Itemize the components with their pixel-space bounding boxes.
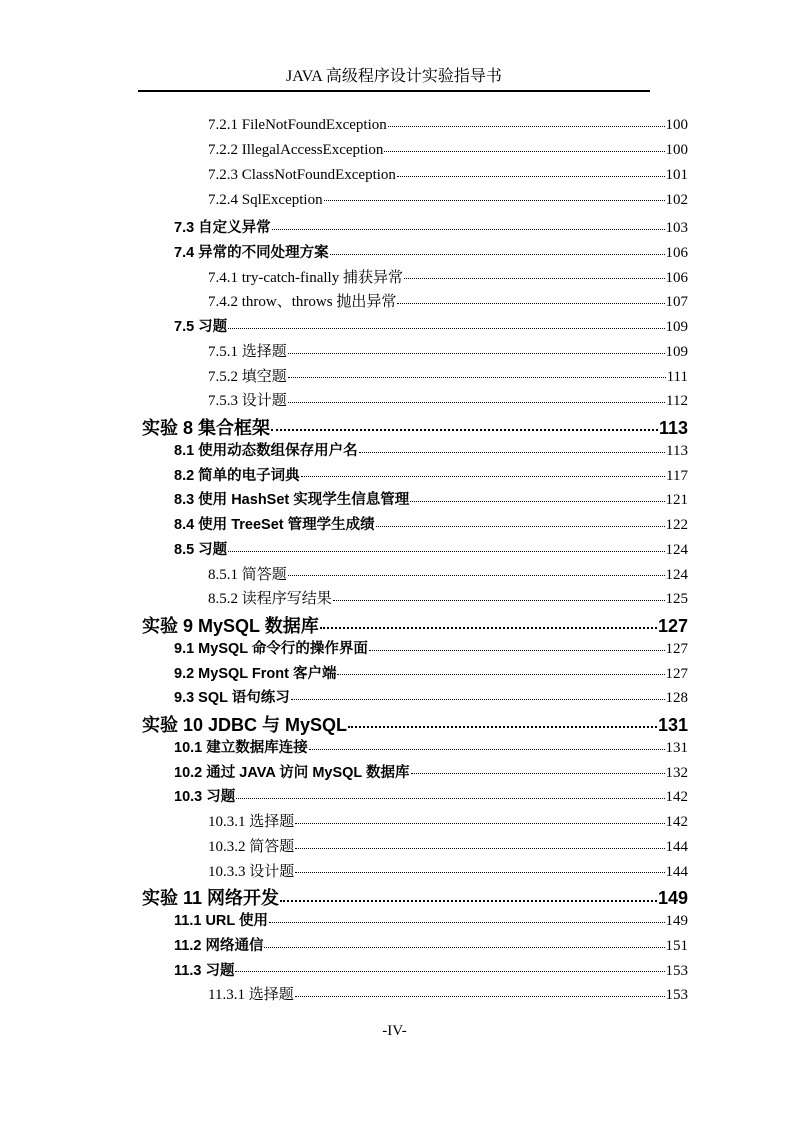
dot-leader <box>397 164 665 176</box>
toc-entry[interactable] <box>174 216 688 237</box>
toc-entry[interactable] <box>174 464 688 485</box>
toc-entry-label: 10.1 建立数据库连接 <box>174 739 308 756</box>
toc-entry-page: 101 <box>665 166 688 183</box>
toc-entry-page: 122 <box>665 517 688 533</box>
toc-entry[interactable] <box>174 513 688 534</box>
toc-entry-page: 153 <box>665 987 688 1004</box>
toc-entry-page: 121 <box>665 492 688 509</box>
toc-entry[interactable] <box>208 365 688 386</box>
toc-entry-page: 117 <box>666 467 688 484</box>
toc-entry[interactable] <box>174 488 688 509</box>
toc-entry[interactable] <box>208 142 688 159</box>
toc-entry[interactable] <box>208 167 688 184</box>
dot-leader <box>280 886 657 902</box>
toc-entry-label: 11.2 网络通信 <box>174 937 264 954</box>
toc-entry-label: 11.3 习题 <box>174 962 235 979</box>
toc-entry-page: 127 <box>665 640 688 657</box>
toc-entry-label: 8.4 使用 TreeSet 管理学生成绩 <box>174 517 375 533</box>
dot-leader <box>411 762 665 774</box>
toc-entry-page: 100 <box>665 142 688 158</box>
dot-leader <box>288 366 666 378</box>
toc-entry[interactable] <box>174 662 688 683</box>
toc-entry[interactable] <box>208 290 688 311</box>
toc-entry[interactable] <box>208 835 688 856</box>
toc-entry[interactable] <box>208 563 688 584</box>
dot-leader <box>330 243 665 255</box>
toc-entry[interactable] <box>174 439 688 460</box>
toc-entry-label: 7.4 异常的不同处理方案 <box>174 244 329 261</box>
toc-entry-label: 9.3 SQL 语句练习 <box>174 690 290 707</box>
toc-entry-label: 8.5.2 读程序写结果 <box>208 591 332 608</box>
toc-entry-page: 111 <box>666 368 688 385</box>
toc-entry-label: 实验 8 集合框架 <box>142 418 271 438</box>
dot-leader <box>264 936 664 948</box>
toc-entry-label: 11.1 URL 使用 <box>174 913 269 929</box>
dot-leader <box>295 985 665 997</box>
toc-entry-page: 113 <box>658 418 688 438</box>
toc-entry-label: 9.1 MySQL 命令行的操作界面 <box>174 640 368 657</box>
dot-leader <box>301 465 665 477</box>
toc-entry-page: 142 <box>665 789 688 806</box>
toc-entry[interactable] <box>142 884 688 910</box>
toc-entry-page: 131 <box>665 739 688 756</box>
toc-entry-page: 132 <box>665 764 688 781</box>
page-number: -IV- <box>382 1023 407 1039</box>
toc-entry-label: 10.2 通过 JAVA 访问 MySQL 数据库 <box>174 764 410 781</box>
dot-leader <box>324 189 665 201</box>
dot-leader <box>320 614 657 630</box>
toc-entry[interactable] <box>174 959 688 980</box>
toc-entry-label: 8.5.1 简答题 <box>208 566 287 583</box>
dot-leader <box>359 441 665 453</box>
toc-entry-label: 7.5.2 填空题 <box>208 368 287 385</box>
toc-entry[interactable] <box>174 686 688 707</box>
toc-entry[interactable] <box>208 587 688 608</box>
dot-leader <box>295 861 664 873</box>
toc-entry[interactable] <box>174 934 688 955</box>
toc-entry-page: 149 <box>665 913 688 929</box>
toc-entry[interactable] <box>142 414 688 440</box>
toc-entry[interactable] <box>174 785 688 806</box>
toc-entry-page: 128 <box>665 690 688 707</box>
toc-entry[interactable] <box>208 860 688 881</box>
toc-entry-page: 103 <box>665 220 688 236</box>
toc-entry[interactable] <box>208 117 688 134</box>
dot-leader <box>309 738 665 750</box>
toc-entry-label: 7.3 自定义异常 <box>174 220 271 236</box>
toc-entry[interactable] <box>208 389 688 410</box>
toc-entry-label: 7.2.2 IllegalAccessException <box>208 142 384 158</box>
toc-entry-label: 实验 10 JDBC 与 MySQL <box>142 715 348 735</box>
toc-entry-page: 106 <box>665 269 688 286</box>
toc-entry-label: 8.2 简单的电子词典 <box>174 467 300 484</box>
toc-entry-page: 142 <box>665 814 688 830</box>
toc-entry-label: 8.5 习题 <box>174 541 228 558</box>
toc-entry-page: 124 <box>665 566 688 583</box>
toc-entry-label: 10.3.1 选择题 <box>208 814 295 830</box>
dot-leader <box>291 688 665 700</box>
toc-entry[interactable] <box>174 241 688 262</box>
toc-entry[interactable] <box>174 637 688 658</box>
toc-entry-label: 7.2.3 ClassNotFoundException <box>208 166 396 183</box>
toc-entry-page: 131 <box>657 715 688 735</box>
toc-entry-page: 106 <box>665 244 688 261</box>
toc-entry[interactable] <box>208 340 688 361</box>
dot-leader <box>348 713 657 729</box>
dot-leader <box>272 218 665 230</box>
toc-entry-page: 109 <box>665 343 688 360</box>
toc-entry-page: 100 <box>665 117 688 134</box>
dot-leader <box>236 787 664 799</box>
toc-entry-label: 9.2 MySQL Front 客户端 <box>174 665 337 682</box>
toc-entry-page: 102 <box>665 191 688 208</box>
toc-entry-label: 7.5.1 选择题 <box>208 343 287 360</box>
toc-entry-label: 11.3.1 选择题 <box>208 987 294 1004</box>
dot-leader <box>295 836 664 848</box>
toc-entry-page: 153 <box>665 962 688 979</box>
dot-leader <box>333 589 665 601</box>
toc-entry-page: 107 <box>665 294 688 311</box>
toc-entry-label: 7.4.2 throw、throws 抛出异常 <box>208 294 397 311</box>
toc-entry-page: 127 <box>657 616 688 636</box>
dot-leader <box>271 416 658 432</box>
toc-entry-label: 7.4.1 try-catch-finally 捕获异常 <box>208 269 403 286</box>
dot-leader <box>269 911 664 923</box>
dot-leader <box>384 140 664 152</box>
toc-entry-label: 7.2.4 SqlException <box>208 191 323 208</box>
toc-entry-label: 7.5 习题 <box>174 319 228 335</box>
toc-entry-page: 112 <box>666 393 688 410</box>
dot-leader <box>397 292 664 304</box>
toc-entry-page: 124 <box>665 541 688 558</box>
toc-entry-label: 7.2.1 FileNotFoundException <box>208 117 387 134</box>
dot-leader <box>288 391 665 403</box>
running-header: JAVA 高级程序设计实验指导书 <box>286 68 502 85</box>
toc-entry[interactable] <box>208 191 688 208</box>
toc-entry-page: 109 <box>665 319 688 335</box>
dot-leader <box>288 341 665 353</box>
toc-entry-page: 151 <box>665 937 688 954</box>
dot-leader <box>295 812 664 824</box>
toc-entry-label: 实验 9 MySQL 数据库 <box>142 616 319 636</box>
toc-entry[interactable] <box>208 983 688 1004</box>
toc-entry-label: 10.3 习题 <box>174 789 236 806</box>
toc-entry-label: 7.5.3 设计题 <box>208 393 287 410</box>
toc-entry[interactable] <box>174 736 688 757</box>
dot-leader <box>369 639 665 651</box>
toc-entry-label: 实验 11 网络开发 <box>142 888 280 909</box>
dot-leader <box>228 540 664 552</box>
dot-leader <box>235 960 664 972</box>
dot-leader <box>337 663 664 675</box>
toc-entry[interactable] <box>208 266 688 287</box>
toc-entry-label: 10.3.3 设计题 <box>208 863 295 880</box>
toc-entry-page: 113 <box>666 442 688 459</box>
dot-leader <box>228 317 664 329</box>
toc-entry[interactable] <box>208 810 688 831</box>
toc-entry-label: 8.1 使用动态数组保存用户名 <box>174 442 358 459</box>
dot-leader <box>376 515 665 527</box>
dot-leader <box>410 490 664 502</box>
dot-leader <box>388 115 665 127</box>
toc-entry-page: 127 <box>665 665 688 682</box>
toc-entry-page: 144 <box>665 838 688 855</box>
toc-entry-page: 125 <box>665 591 688 608</box>
dot-leader <box>288 564 665 576</box>
toc-entry[interactable] <box>174 538 688 559</box>
toc-entry-label: 10.3.2 简答题 <box>208 838 295 855</box>
toc-entry[interactable] <box>142 711 688 737</box>
dot-leader <box>404 267 665 279</box>
toc-entry-page: 144 <box>665 863 688 880</box>
toc-entry[interactable] <box>142 612 688 638</box>
toc-entry[interactable] <box>174 761 688 782</box>
toc-entry[interactable] <box>174 909 688 930</box>
toc-entry[interactable] <box>174 315 688 336</box>
toc-entry-page: 149 <box>657 888 688 909</box>
toc-entry-label: 8.3 使用 HashSet 实现学生信息管理 <box>174 492 410 509</box>
